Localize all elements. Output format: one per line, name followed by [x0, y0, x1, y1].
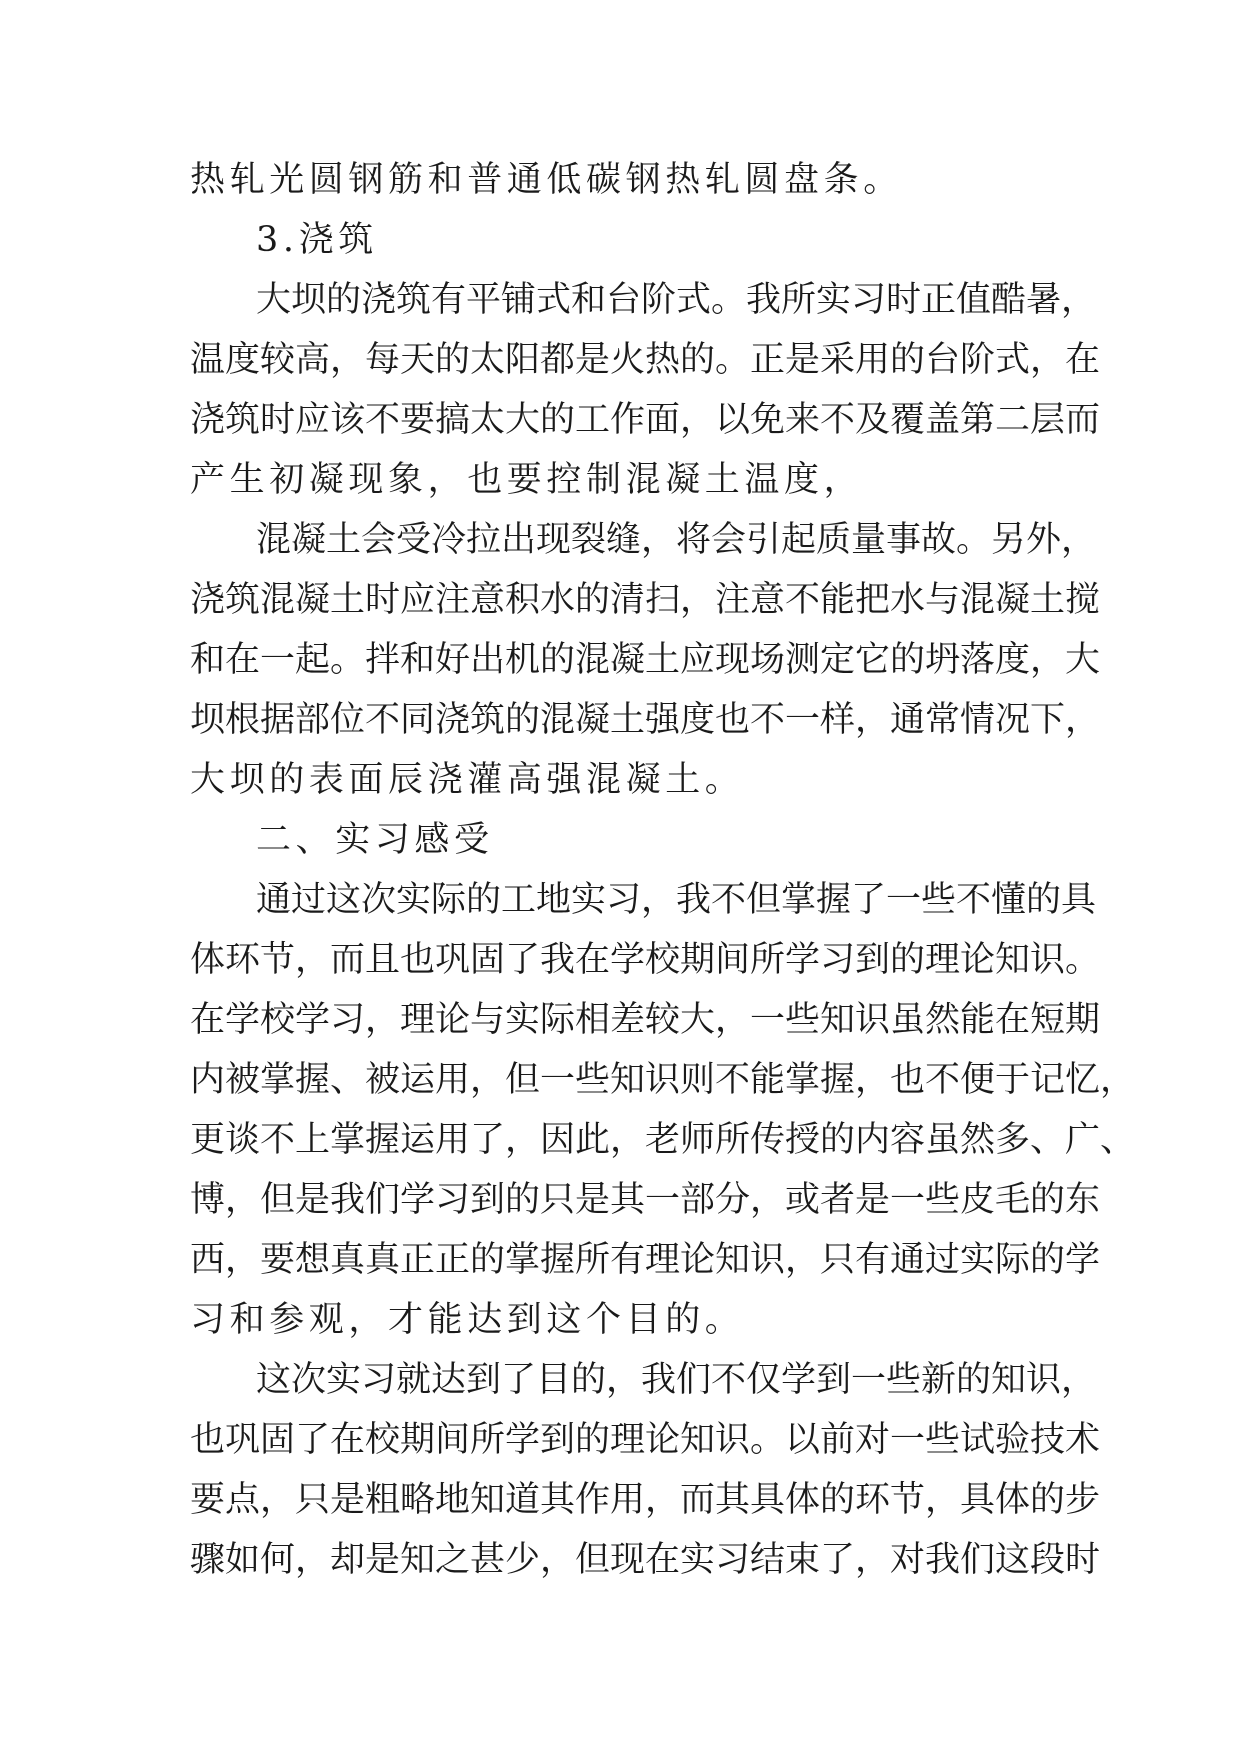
text-line: 骤如何，却是知之甚少，但现在实习结束了，对我们这段时 — [190, 1540, 1101, 1580]
text-line: 产生初凝现象，也要控制混凝土温度， — [190, 460, 864, 500]
text-line: 通过这次实际的工地实习，我不但掌握了一些不懂的具 — [256, 880, 1097, 920]
text-line: 温度较高，每天的太阳都是火热的。正是采用的台阶式，在 — [190, 340, 1101, 380]
text-line: 博，但是我们学习到的只是其一部分，或者是一些皮毛的东 — [190, 1180, 1101, 1220]
text-line: 浇筑混凝土时应注意积水的清扫，注意不能把水与混凝土搅 — [190, 580, 1101, 620]
text-line: 习和参观，才能达到这个目的。 — [190, 1300, 745, 1340]
text-line: 也巩固了在校期间所学到的理论知识。以前对一些试验技术 — [190, 1420, 1101, 1460]
text-line: 热轧光圆钢筋和普通低碳钢热轧圆盘条。 — [190, 160, 903, 200]
text-line: 西，要想真真正正的掌握所有理论知识，只有通过实际的学 — [190, 1240, 1101, 1280]
section-heading-internship-feelings: 二、实习感受 — [256, 820, 494, 860]
text-line: 在学校学习，理论与实际相差较大，一些知识虽然能在短期 — [190, 1000, 1101, 1040]
text-line: 坝根据部位不同浇筑的混凝土强度也不一样，通常情况下， — [190, 700, 1101, 740]
text-line: 大坝的表面辰浇灌高强混凝土。 — [190, 760, 745, 800]
text-line: 内被掌握、被运用，但一些知识则不能掌握，也不便于记忆， — [190, 1060, 1136, 1100]
document-page — [190, 150, 1136, 1590]
text-line: 体环节，而且也巩固了我在学校期间所学习到的理论知识。 — [190, 940, 1101, 980]
text-line: 浇筑时应该不要搞太大的工作面，以免来不及覆盖第二层而 — [190, 400, 1101, 440]
text-line: 和在一起。拌和好出机的混凝土应现场测定它的坍落度，大 — [190, 640, 1101, 680]
text-line: 混凝土会受冷拉出现裂缝，将会引起质量事故。另外， — [256, 520, 1097, 560]
text-line: 要点，只是粗略地知道其作用，而其具体的环节，具体的步 — [190, 1480, 1101, 1520]
section-heading-pouring: 3.浇筑 — [256, 220, 378, 260]
text-line: 大坝的浇筑有平铺式和台阶式。我所实习时正值酷暑， — [256, 280, 1097, 320]
text-line: 更谈不上掌握运用了，因此，老师所传授的内容虽然多、广、 — [190, 1120, 1136, 1160]
text-line: 这次实习就达到了目的，我们不仅学到一些新的知识， — [256, 1360, 1097, 1400]
